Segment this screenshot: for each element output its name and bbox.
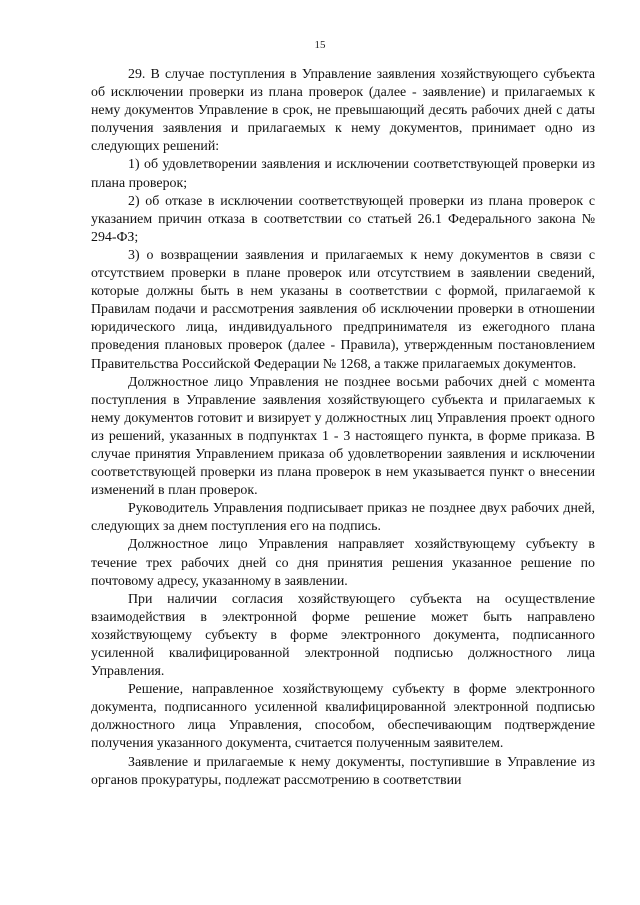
paragraph-official-sends: Должностное лицо Управления направляет хозяйствующему субъекту в течение трех рабочих дней со дня принятия решения указанное решение по почтовому адресу, указанному в заявлении. (91, 537, 595, 589)
paragraph-prosecutor-applications: Заявление и прилагаемые к нему документы, поступившие в Управление из органов прокуратуры, подлежат рассмотрению в соответствии (91, 754, 595, 788)
paragraph-decision-3: 3) о возвращении заявления и прилагаемых к нему документов в связи с отсутствием проверки в плане проверок или отсутствием в заявлении сведений, которые должны быть в нем указаны в соответствии с формой, прилагаемой к Правилам подачи и рассмотрения заявления об исключении проверки в отношении юридического лица, индивидуального предпринимателя из ежегодного плана проведения плановых проверок (далее - Правила), утвержденным постановлением Правительства Российской Федерации № 1268, а также прилагаемых документов. (91, 247, 595, 372)
paragraph-decision-1: 1) об удовлетворении заявления и исключении соответствующей проверки из плана проверок; (91, 157, 595, 191)
paragraph-electronic-consent: При наличии согласия хозяйствующего субъекта на осуществление взаимодействия в электронной форме решение может быть направлено хозяйствующему субъекту в форме электронного документа, подписанного усиленной квалифицированной электронной подписью должностного лица Управления. (91, 591, 595, 680)
paragraph-official-prepares: Должностное лицо Управления не позднее восьми рабочих дней с момента поступления в Управление заявления хозяйствующего субъекта и прилагаемых к нему документов готовит и визирует у должностных лиц Управления проект одного из решений, указанных в подпунктах 1 - 3 настоящего пункта, в форме приказа. В случае принятия Управлением приказа об удовлетворении заявления и исключении соответствующей проверки из плана проверок в нем указывается пункт о внесении изменений в план проверок. (91, 374, 595, 499)
paragraph-electronic-decision: Решение, направленное хозяйствующему субъекту в форме электронного документа, подписанного усиленной квалифицированной электронной подписью должностного лица Управления, способом, обеспечивающим подтверждение получения указанного документа, считается полученным заявителем. (91, 682, 595, 752)
paragraph-decision-2: 2) об отказе в исключении соответствующей проверки из плана проверок с указанием причин отказа в соответствии со статьей 26.1 Федерального закона № 294-ФЗ; (91, 193, 595, 245)
paragraph-29-intro: 29. В случае поступления в Управление заявления хозяйствующего субъекта об исключении проверки из плана проверок (далее - заявление) и прилагаемых к нему документов Управление в срок, не превышающий десять рабочих дней с даты получения заявления и прилагаемых к нему документов, принимает одно из следующих решений: (91, 67, 595, 155)
document-body (91, 66, 595, 790)
page-number: 15 (314, 39, 326, 51)
paragraph-head-signs: Руководитель Управления подписывает приказ не позднее двух рабочих дней, следующих за днем поступления его на подпись. (91, 501, 595, 535)
